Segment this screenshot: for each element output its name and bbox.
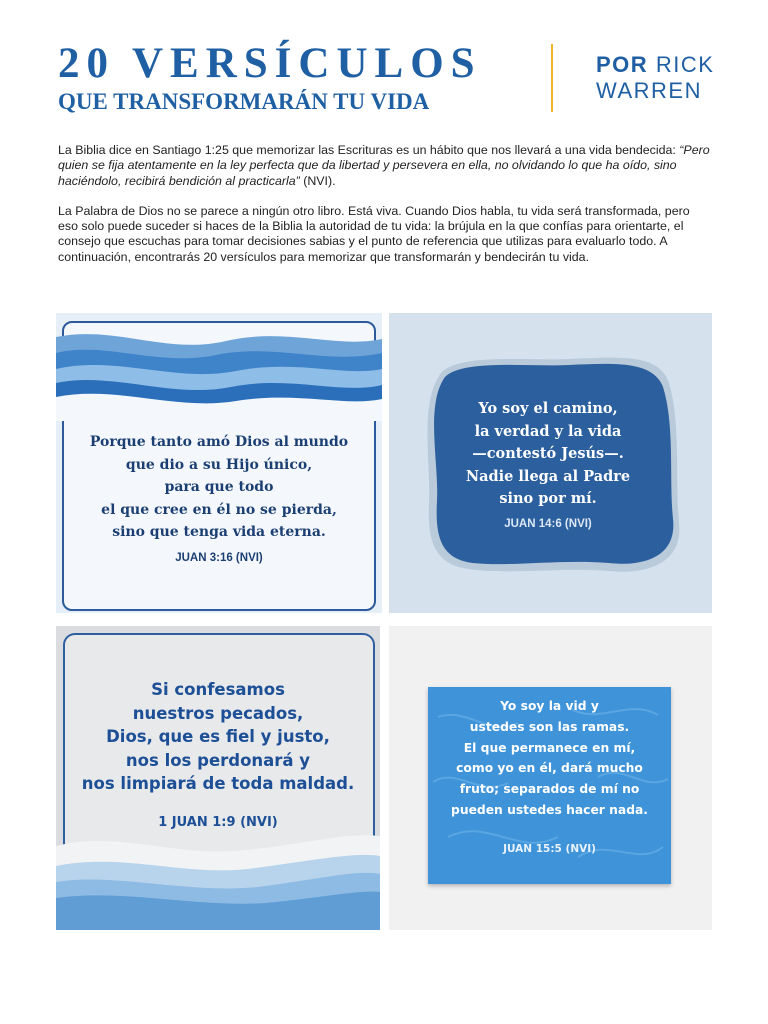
verse-line: sino por mí. (499, 490, 597, 507)
verse-reference: JUAN 3:16 (NVI) (175, 552, 263, 564)
header-divider (551, 44, 553, 112)
page-title: 20 VERSÍCULOS (58, 40, 482, 87)
verse-line: sino que tenga vida eterna. (112, 524, 326, 540)
verse-line: —contestó Jesús—. (472, 445, 624, 462)
wave-decoration (56, 816, 380, 930)
verse-text (433, 398, 663, 511)
wave-decoration (56, 331, 382, 421)
intro-quote: “Pero quien se fija atentamente en la ley perfecta que da libertad y persevera en ella, no olvidando lo que ha oído, sino haciéndolo, recibirá bendición al practicarla” (58, 143, 710, 188)
verse-line: Porque tanto amó Dios al mundo (89, 434, 349, 450)
author-line-1 (596, 54, 736, 76)
verse-line: para que todo (164, 479, 274, 495)
verse-line: Yo soy la vid y (500, 699, 599, 713)
verse-card-juan-14-6 (389, 313, 712, 613)
verse-line: Yo soy el camino, (478, 400, 618, 417)
intro-paragraph-1 (58, 143, 712, 189)
intro-paragraph-2: La Palabra de Dios no se parece a ningún otro libro. Está viva. Cuando Dios habla, tu vida será transformada, pero eso solo puede suceder si haces de la Biblia la autoridad de tu vida: la brújula en la que confías para orientarte, el consejo que escuchas para tomar decisiones sabias y el punto de referencia que utilizas para evaluarlo todo. A continuación, encontrarás 20 versículos para memorizar que transformarán y bendecirán tu vida. (58, 203, 690, 264)
intro-text (58, 143, 712, 280)
verse-line: nos los perdonará y (125, 750, 311, 770)
verse-line: nuestros pecados, (132, 703, 304, 723)
verse-line: Nadie llega al Padre (465, 467, 631, 485)
verse-text (72, 431, 366, 544)
author-block (596, 54, 736, 102)
verse-reference: 1 JUAN 1:9 (NVI) (158, 815, 278, 830)
verse-line: Dios, que es fiel y justo, (106, 727, 330, 746)
verse-line: que dio a su Hijo único, (125, 456, 313, 473)
verse-card-juan-15-5 (389, 626, 712, 930)
verse-line: ustedes son las ramas. (469, 719, 630, 734)
page-header (58, 42, 718, 122)
verse-reference: JUAN 14:6 (NVI) (504, 518, 592, 530)
verse-line: la verdad y la vida (474, 422, 622, 440)
intro-p1-end: (NVI). (299, 173, 336, 188)
verse-line: El que permanece en mí, (463, 740, 636, 755)
author-first-name: RICK (655, 52, 715, 77)
intro-p1-start: La Biblia dice en Santiago 1:25 que memorizar las Escrituras es un hábito que nos llevará a una vida bendecida: (58, 143, 680, 157)
verse-line: el que cree en él no se pierda, (101, 501, 337, 518)
author-last-name: WARREN (596, 78, 702, 103)
verse-line: pueden ustedes hacer nada. (451, 802, 648, 817)
verse-card-juan-3-16 (56, 313, 382, 613)
author-by: POR (596, 52, 649, 77)
verse-line: Si confesamos (151, 680, 285, 699)
verse-text (428, 696, 671, 821)
verse-line: como yo en él, dará mucho (456, 761, 643, 776)
verse-line: nos limpiará de toda maldad. (81, 774, 355, 793)
verse-line: fruto; separados de mí no (459, 782, 640, 797)
verse-card-1-juan-1-9 (56, 626, 380, 930)
verse-text (62, 678, 374, 796)
verse-reference: JUAN 15:5 (NVI) (503, 843, 596, 855)
page-subtitle: QUE TRANSFORMARÁN TU VIDA (58, 89, 430, 114)
